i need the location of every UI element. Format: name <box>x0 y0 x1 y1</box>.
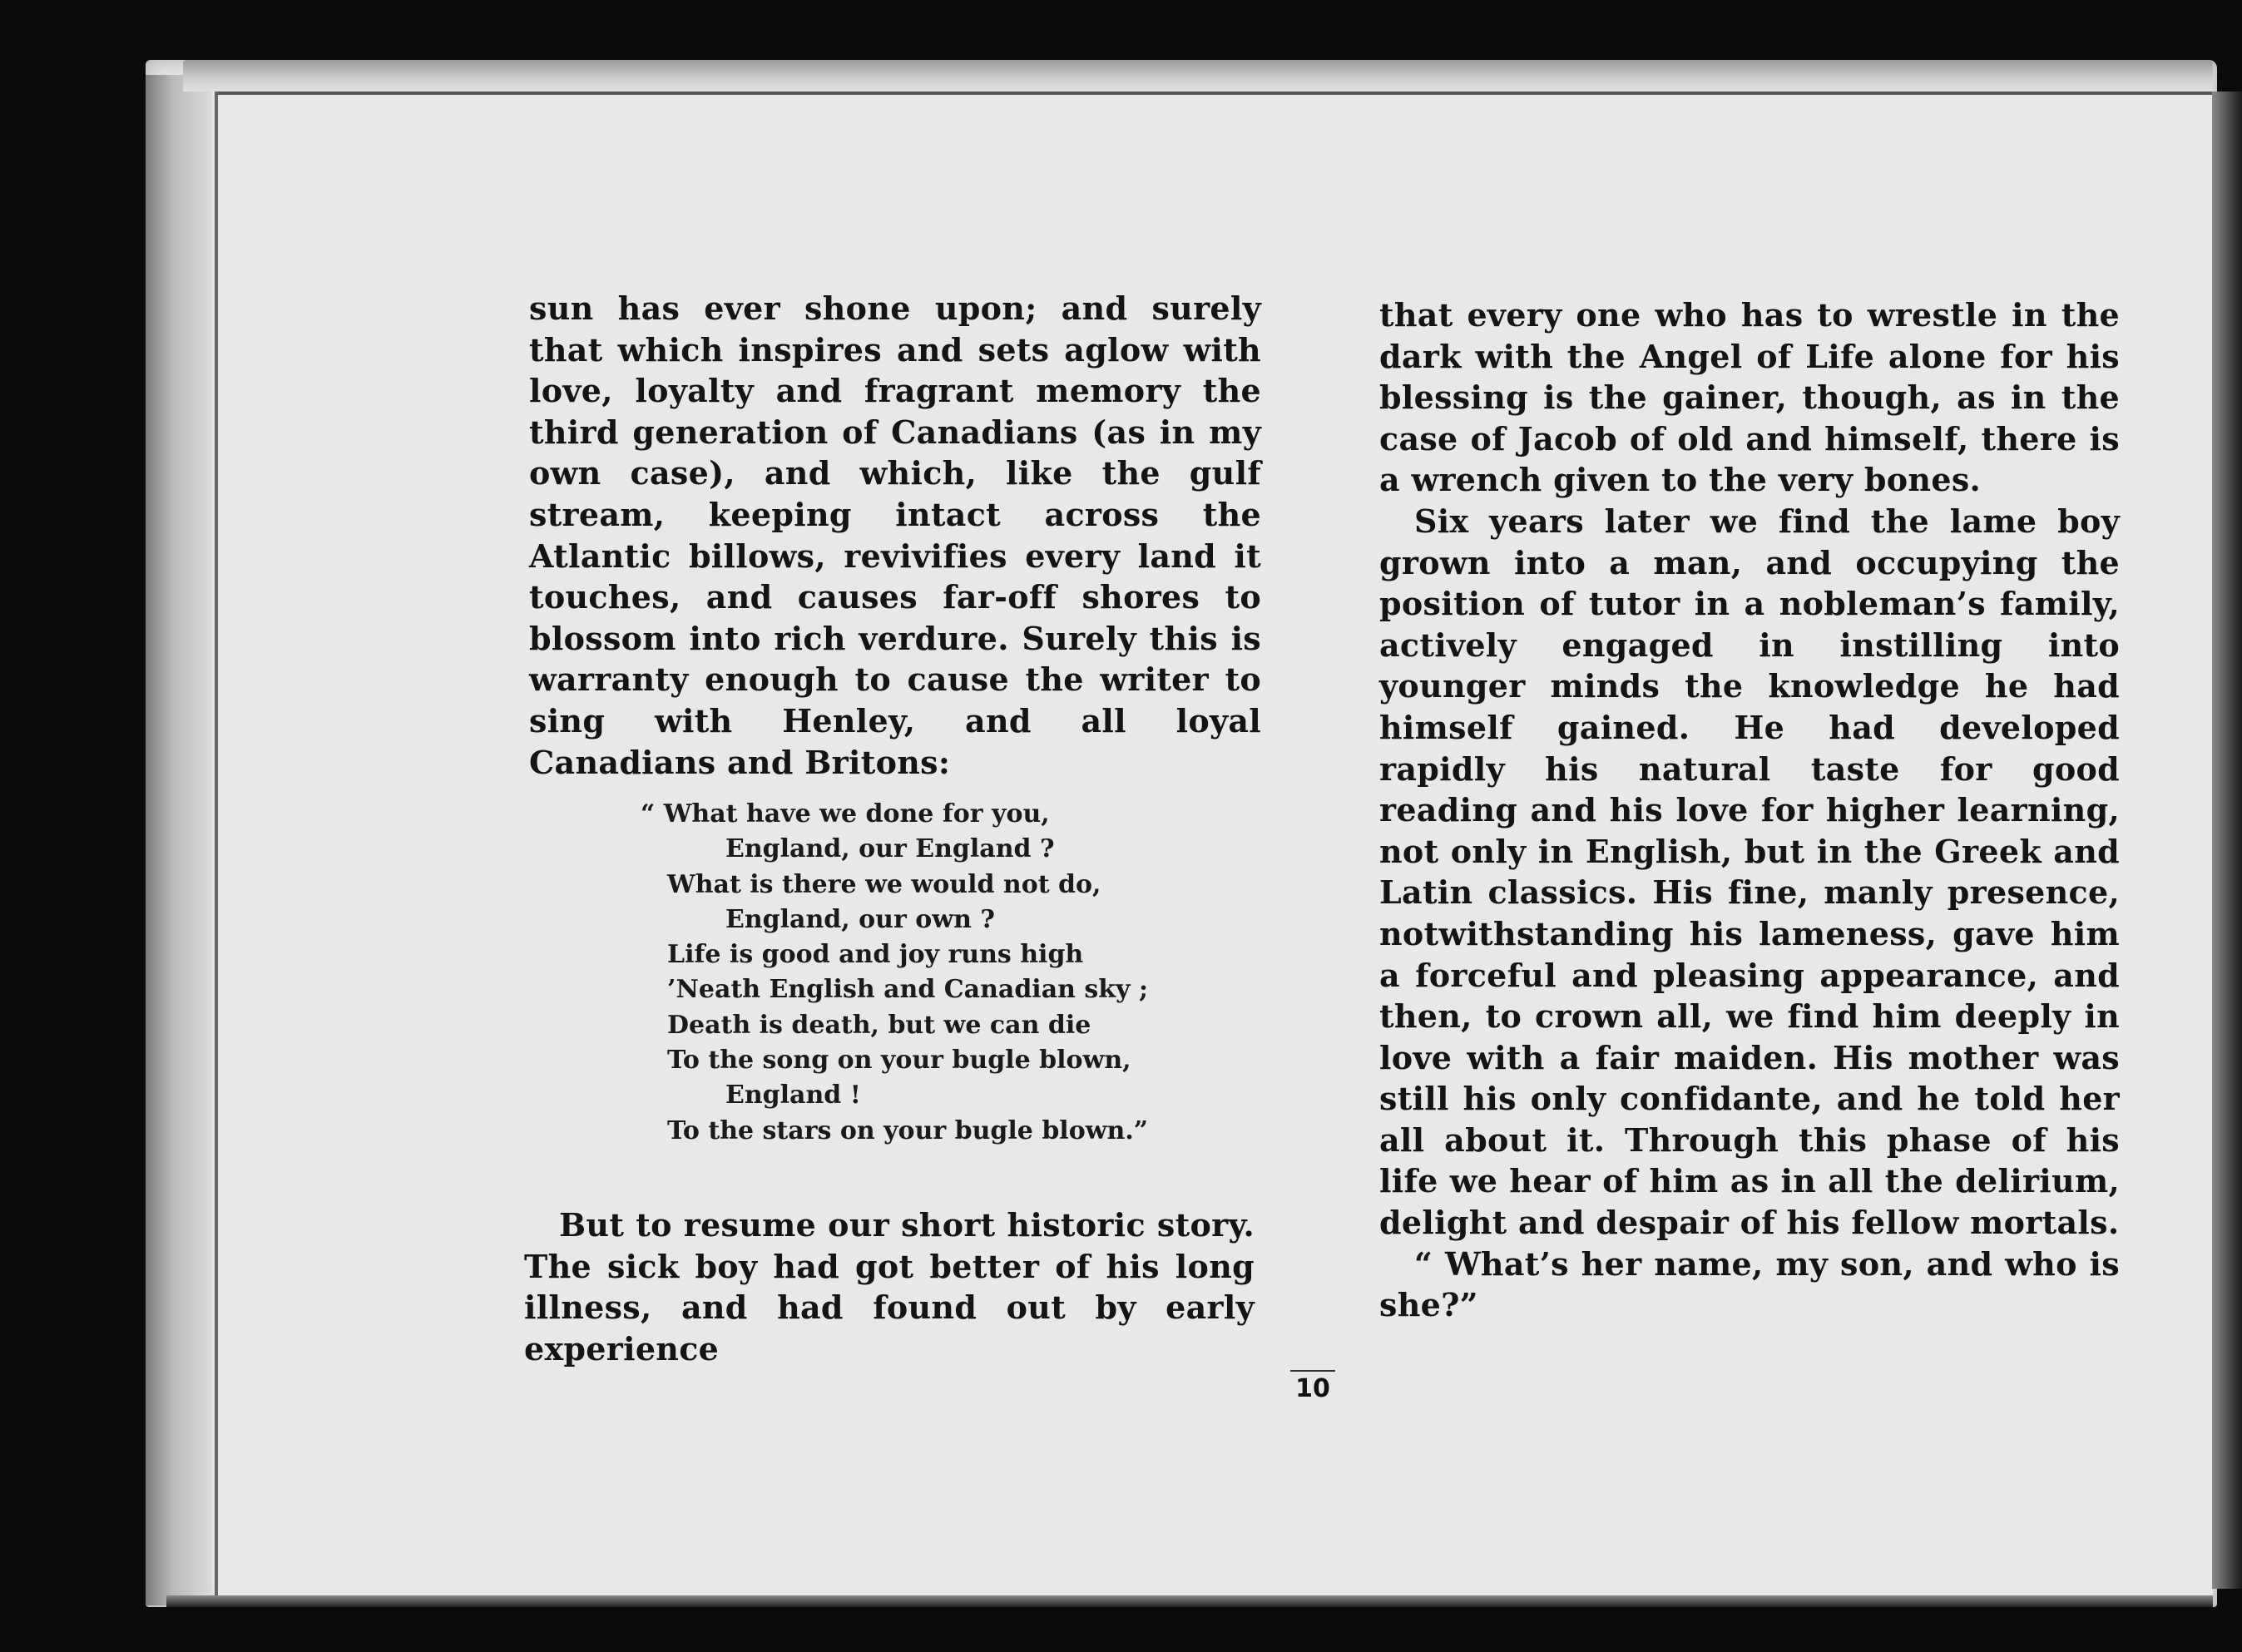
page-border-top <box>218 92 2215 95</box>
left-text-column <box>529 288 1261 783</box>
poem-line: To the stars on your bugle blown.” <box>667 1115 1149 1145</box>
right-paragraph-2: Six years later we find the lame boy grown into a man, and occupying the position of tutor in a nobleman’s family, actively engaged in instilling into younger minds the knowledge he had himself gained. He had developed rapidly his natural taste for good reading and his love for higher learning, not only in English, but in the Greek and Latin classics. His fine, manly presence, notwithstanding his lameness, gave him a forceful and pleasing appearance, and then, to crown all, we find him deeply in love with a fair maiden. His mother was still his only confidante, and he told her all about it. Through this phase of his life we hear of him as in all the delirium, delight and despair of his fellow mortals. <box>1379 502 2120 1242</box>
poem-line: Death is death, but we can die <box>667 1010 1091 1040</box>
poem-line: England ! <box>725 1081 861 1110</box>
page-top-edge <box>183 60 2213 92</box>
page-number-rule <box>1290 1370 1335 1372</box>
left-paragraph-1: sun has ever shone upon; and surely that which inspires and sets aglow with love, loyalty and fragrant memory the third generation of Canadians (as in my own case), and which, like the gulf stream, keeping intact across the Atlantic billows, revivifies every land it touches, and causes far-off shores to blossom into rich verdure. Surely this is warranty enough to cause the writer to sing with Henley, and all loyal Canadians and Britons: <box>529 289 1261 781</box>
right-paragraph-1: that every one who has to wrestle in the dark with the Angel of Life alone for his blessing is the gainer, though, as in the case of Jacob of old and himself, there is a wrench given to the very bones. <box>1379 296 2120 499</box>
right-text-column <box>1379 294 2120 1326</box>
right-paragraph-3: “ What’s her name, my son, and who is she?” <box>1379 1244 2120 1324</box>
poem-line: Life is good and joy runs high <box>667 940 1084 970</box>
poem-line: England, our England ? <box>725 834 1055 864</box>
poem-line: ’Neath English and Canadian sky ; <box>667 975 1149 1005</box>
page-border-left <box>215 92 218 1597</box>
page-right-shadow <box>2212 92 2242 1589</box>
page-left-edge <box>146 75 212 1605</box>
left-paragraph-2-block <box>524 1204 1255 1369</box>
poem-line: “ What have we done for you, <box>641 799 1050 828</box>
left-paragraph-2: But to resume our short historic story. The sick boy had got better of his long illness, and had found out by early experience <box>524 1206 1255 1368</box>
poem-line: To the song on your bugle blown, <box>667 1046 1131 1076</box>
page-number: 10 <box>1295 1374 1330 1403</box>
poem-line: What is there we would not do, <box>667 869 1101 899</box>
poem-quotation <box>641 797 1149 1149</box>
page-bottom-edge <box>166 1595 2213 1607</box>
poem-line: England, our own ? <box>725 904 995 934</box>
